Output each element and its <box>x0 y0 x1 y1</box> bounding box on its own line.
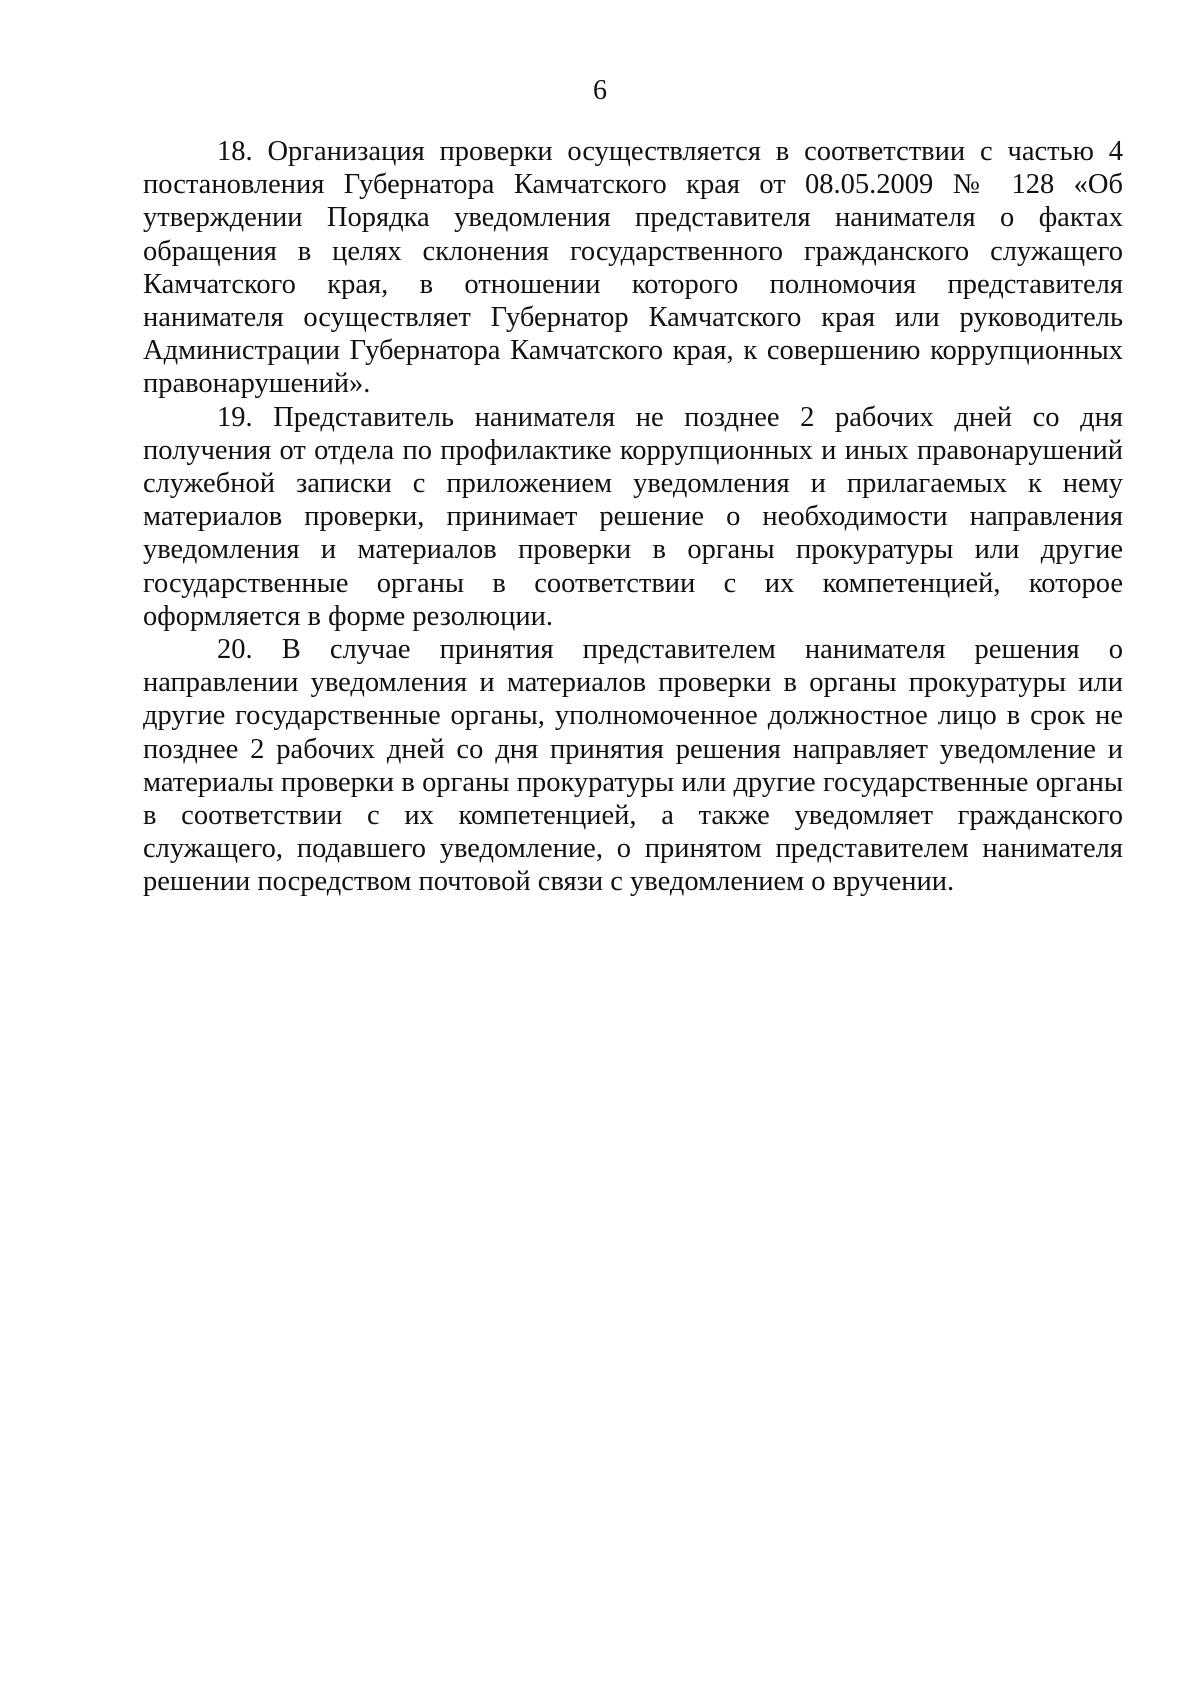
document-body <box>143 135 1123 899</box>
page-number: 6 <box>593 75 607 106</box>
paragraph-19: 19. Представитель нанимателя не позднее 2 рабочих дней со дня получения от отдела по профилактике коррупционных и иных правонарушений служебной записки с приложением уведомления и прилагаемых к нему материалов проверки, принимает решение о необходимости направления уведомления и материалов проверки в органы прокуратуры или другие государственные органы в соответствии с их компетенцией, которое оформляется в форме резолюции. <box>143 401 1123 632</box>
paragraph-18: 18. Организация проверки осуществляется в соответствии с частью 4 постановления Губернатора Камчатского края от 08.05.2009 № 128 «Об утверждении Порядка уведомления представителя нанимателя о фактах обращения в целях склонения государственного гражданского служащего Камчатского края, в отношении которого полномочия представителя нанимателя осуществляет Губернатор Камчатского края или руководитель Администрации Губернатора Камчатского края, к совершению коррупционных правонарушений». <box>143 136 1123 400</box>
paragraph-20: 20. В случае принятия представителем нанимателя решения о направлении уведомления и материалов проверки в органы прокуратуры или другие государственные органы, уполномоченное должностное лицо в срок не позднее 2 рабочих дней со дня принятия решения направляет уведомление и материалы проверки в органы прокуратуры или другие государственные органы в соответствии с их компетенцией, а также уведомляет гражданского служащего, подавшего уведомление, о принятом представителем нанимателя решении посредством почтовой связи с уведомлением о вручении. <box>143 634 1123 898</box>
